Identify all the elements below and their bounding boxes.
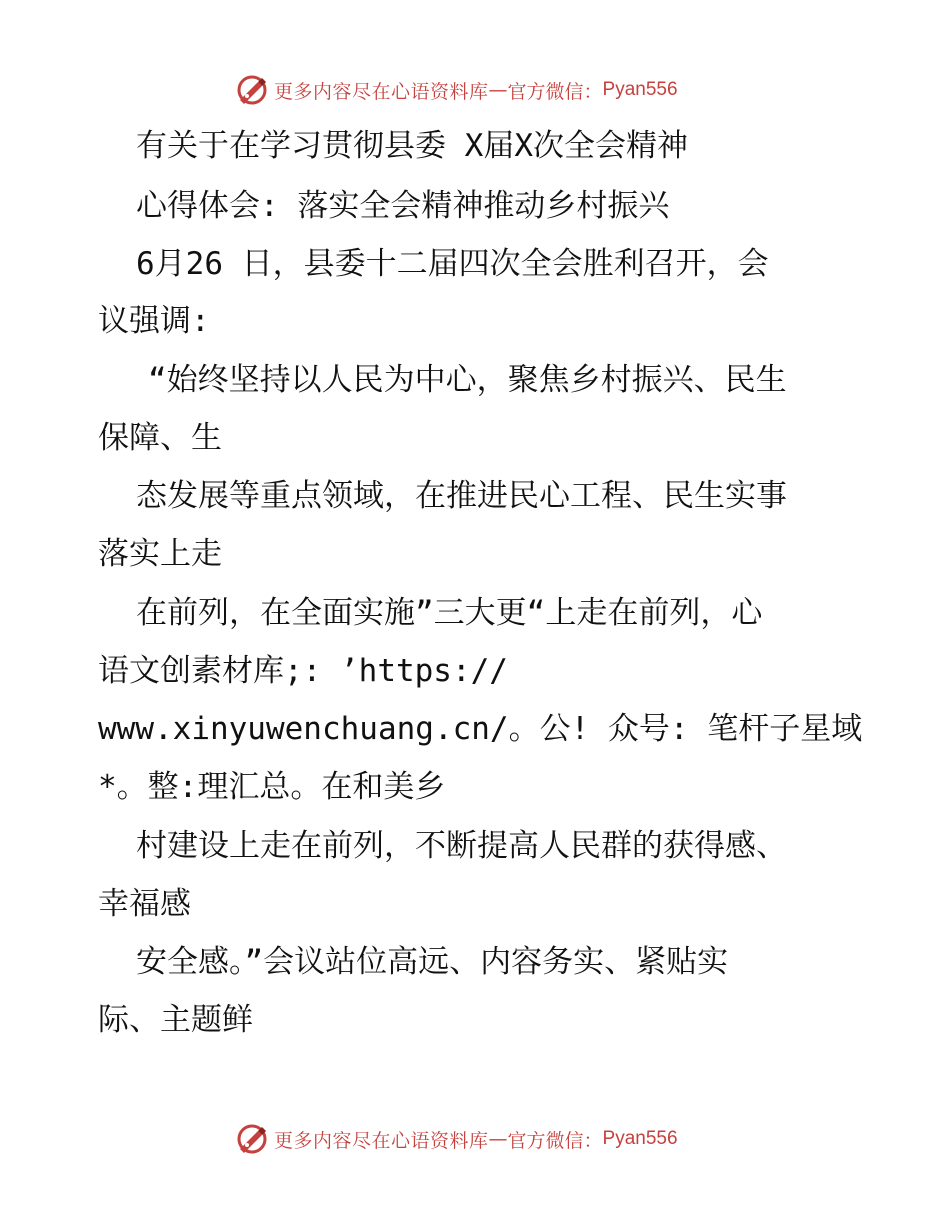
document-subtitle: 心得体会: 落实全会精神推动乡村振兴 [136, 188, 670, 224]
paragraph-line: 安全感。”会议站位高远、内容务实、紧贴实 [136, 944, 729, 980]
pen-logo-icon [236, 74, 268, 106]
pen-logo-icon [236, 1123, 268, 1155]
paragraph-line: 6月26 日，县委十二届四次全会胜利召开，会 [136, 246, 769, 282]
banner-text: 更多内容尽在心语资料库 [274, 1129, 489, 1152]
footer-banner [236, 1122, 716, 1156]
paragraph-line: 落实上走 [98, 536, 222, 572]
paragraph-line: 村建设上走在前列，不断提高人民群的获得感、 [136, 828, 787, 864]
banner-separator: — [488, 79, 508, 101]
banner-text: 更多内容尽在心语资料库 [274, 80, 489, 103]
paragraph-line: 保障、生 [98, 420, 222, 456]
banner-wechat-id: Pyan556 [602, 1128, 678, 1149]
paragraph-line: 幸福感 [98, 886, 191, 922]
document-title: 有关于在学习贯彻县委 X届X次全会精神 [136, 128, 688, 164]
paragraph-line: “始终坚持以人民为中心，聚焦乡村振兴、民生 [148, 362, 787, 398]
paragraph-line: 态发展等重点领域，在推进民心工程、民生实事 [136, 478, 787, 514]
paragraph-line: 在前列，在全面实施”三大更“上走在前列，心 [136, 595, 763, 631]
paragraph-line: 议强调: [98, 303, 210, 339]
banner-separator: — [488, 1128, 508, 1150]
paragraph-line: 语文创素材库;: ’https:// [98, 653, 508, 689]
banner-wechat-label: 官方微信： [507, 1129, 603, 1152]
banner-wechat-label: 官方微信： [507, 80, 603, 103]
banner-wechat-id: Pyan556 [602, 79, 678, 100]
paragraph-line: *。整:理汇总。在和美乡 [98, 769, 446, 805]
paragraph-line: www.xinyuwenchuang.cn/。公! 众号: 笔杆子星域 [98, 711, 863, 747]
header-banner [236, 73, 716, 107]
paragraph-line: 际、主题鲜 [98, 1002, 253, 1038]
